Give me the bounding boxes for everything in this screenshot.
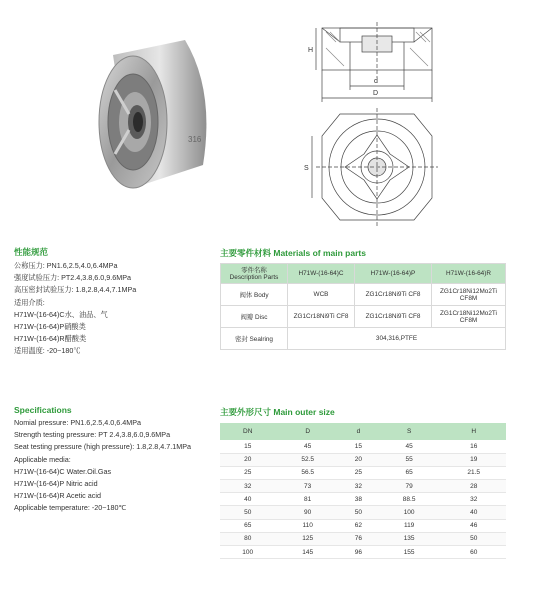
cn-spec-line: 公称压力: PN1.6,2.5,4.0,6.4MPa: [14, 261, 118, 270]
cn-spec-line: H71W-(16-64)P硝酸类: [14, 322, 86, 332]
materials-cell: ZG1Cr18Ni9Ti CF8: [355, 306, 432, 328]
table-row: [221, 328, 506, 350]
materials-part: 阀体 Body: [221, 284, 288, 306]
cn-spec-line: 适用温度: -20~180℃: [14, 346, 81, 356]
en-specs-title: Specifications: [14, 405, 72, 415]
dimensions-cell: 45: [377, 440, 442, 453]
en-spec-line: H71W-(16-64)P Nitric acid: [14, 479, 98, 489]
table-row: [220, 480, 506, 493]
dimensions-cell: 45: [275, 440, 340, 453]
dimensions-cell: 100: [377, 506, 442, 519]
dimensions-cell: 60: [441, 546, 506, 559]
materials-cell: ZG1Cr18Ni9Ti CF8: [355, 284, 432, 306]
materials-col-header: H71W-(16-64)R: [432, 264, 506, 284]
dimensions-cell: 119: [377, 519, 442, 532]
materials-section: [220, 247, 506, 350]
dimensions-cell: 76: [340, 532, 377, 545]
cn-specs: [14, 246, 136, 358]
dimensions-cell: 96: [340, 546, 377, 559]
table-row: [220, 532, 506, 545]
dimensions-title: 主要外形尺寸 Main outer size: [220, 407, 335, 417]
en-spec-line: Seat testing pressure (high pressure): 1.8,2.8,4.7.1MPa: [14, 442, 191, 452]
dimensions-cell: 50: [441, 532, 506, 545]
materials-table: [220, 263, 506, 350]
materials-cell: WCB: [288, 284, 355, 306]
table-row: [220, 453, 506, 466]
cn-spec-line: H71W-(16-64)C水、油品、气: [14, 309, 108, 319]
dimensions-cell: 20: [220, 453, 275, 466]
en-spec-line: Nomial pressure: PN1.6,2.5,4.0,6.4MPa: [14, 418, 142, 427]
section-drawing: [300, 18, 440, 108]
dimensions-cell: 135: [377, 532, 442, 545]
label-d-large: D: [373, 90, 379, 97]
dimensions-cell: 50: [340, 506, 377, 519]
dimensions-cell: 40: [220, 493, 275, 506]
materials-title: 主要零件材料 Materials of main parts: [220, 248, 366, 258]
materials-cell: ZG1Cr18Ni12Mo2Ti CF8M: [432, 306, 506, 328]
materials-cell: ZG1Cr18Ni9Ti CF8: [288, 306, 355, 328]
cn-spec-line: H71W-(16-64)R醋酸类: [14, 334, 87, 344]
face-drawing: [300, 108, 440, 226]
dimensions-cell: 155: [377, 546, 442, 559]
dimensions-cell: 40: [441, 506, 506, 519]
dimensions-cell: 90: [275, 506, 340, 519]
dimensions-cell: 80: [220, 532, 275, 545]
dimensions-cell: 125: [275, 532, 340, 545]
dimensions-cell: 65: [377, 466, 442, 479]
materials-part: 密封 Sealring: [221, 328, 288, 350]
dimensions-cell: 38: [340, 493, 377, 506]
dimensions-cell: 32: [340, 480, 377, 493]
dimensions-cell: 81: [275, 493, 340, 506]
dimensions-cell: 15: [220, 440, 275, 453]
product-photo: [85, 30, 225, 200]
dimensions-table: [220, 423, 506, 559]
table-row: [220, 546, 506, 559]
label-h: H: [308, 47, 314, 54]
cn-specs-title: 性能规范: [14, 247, 49, 257]
materials-header-part: [221, 264, 288, 284]
dimensions-cell: 46: [441, 519, 506, 532]
materials-col-header: H71W-(16-64)C: [288, 264, 355, 284]
dimensions-col-header: H: [441, 423, 506, 440]
table-row: [220, 466, 506, 479]
table-row: [220, 506, 506, 519]
dimensions-cell: 21.5: [441, 466, 506, 479]
dimensions-cell: 145: [275, 546, 340, 559]
dimensions-section: [220, 406, 506, 559]
dimensions-cell: 19: [441, 453, 506, 466]
table-row: [220, 519, 506, 532]
dimensions-cell: 32: [220, 480, 275, 493]
dimensions-cell: 55: [377, 453, 442, 466]
casting-mark: 316: [188, 135, 202, 144]
dimensions-cell: 100: [220, 546, 275, 559]
en-spec-line: Strength testing pressure: PT 2.4,3.8,6.0,9.6MPa: [14, 430, 171, 440]
cn-spec-line: 强度试验压力: PT2.4,3.8,6.0,9.6MPa: [14, 273, 132, 283]
materials-cell: ZG1Cr18Ni12Mo2Ti CF8M: [432, 284, 506, 306]
cn-spec-line: 高压密封试验压力: 1.8,2.8,4.4,7.1MPa: [14, 285, 137, 295]
dimensions-cell: 25: [340, 466, 377, 479]
dimensions-cell: 110: [275, 519, 340, 532]
table-row: [220, 440, 506, 453]
dimensions-cell: 50: [220, 506, 275, 519]
materials-header-cn: 零件名称: [241, 266, 267, 274]
label-d-small: d: [374, 78, 378, 85]
materials-header-en: Description Parts: [229, 273, 279, 281]
materials-col-header: H71W-(16-64)P: [355, 264, 432, 284]
en-spec-line: Applicable temperature: -20~180℃: [14, 503, 127, 513]
dimensions-cell: 56.5: [275, 466, 340, 479]
table-row: [221, 306, 506, 328]
dimensions-col-header: d: [340, 423, 377, 440]
cn-spec-line: 适用介质:: [14, 297, 45, 307]
label-s: S: [304, 165, 309, 172]
dimensions-cell: 28: [441, 480, 506, 493]
dimensions-col-header: D: [275, 423, 340, 440]
dimensions-cell: 16: [441, 440, 506, 453]
en-spec-line: H71W-(16-64)R Acetic acid: [14, 491, 101, 501]
dimensions-cell: 15: [340, 440, 377, 453]
en-spec-line: Applicable media:: [14, 454, 71, 464]
materials-part: 阀瓣 Disc: [221, 306, 288, 328]
dimensions-col-header: S: [377, 423, 442, 440]
dimensions-cell: 79: [377, 480, 442, 493]
materials-cell: 304,316,PTFE: [288, 328, 506, 350]
dimensions-cell: 88.5: [377, 493, 442, 506]
dimensions-cell: 65: [220, 519, 275, 532]
dimensions-cell: 73: [275, 480, 340, 493]
en-spec-line: H71W-(16-64)C Water.Oil.Gas: [14, 466, 112, 476]
dimensions-cell: 25: [220, 466, 275, 479]
dimensions-col-header: DN: [220, 423, 275, 440]
en-specs: [14, 405, 191, 515]
table-row: [221, 284, 506, 306]
dimensions-cell: 32: [441, 493, 506, 506]
dimensions-cell: 52.5: [275, 453, 340, 466]
dimensions-cell: 20: [340, 453, 377, 466]
dimensions-cell: 62: [340, 519, 377, 532]
table-row: [220, 493, 506, 506]
